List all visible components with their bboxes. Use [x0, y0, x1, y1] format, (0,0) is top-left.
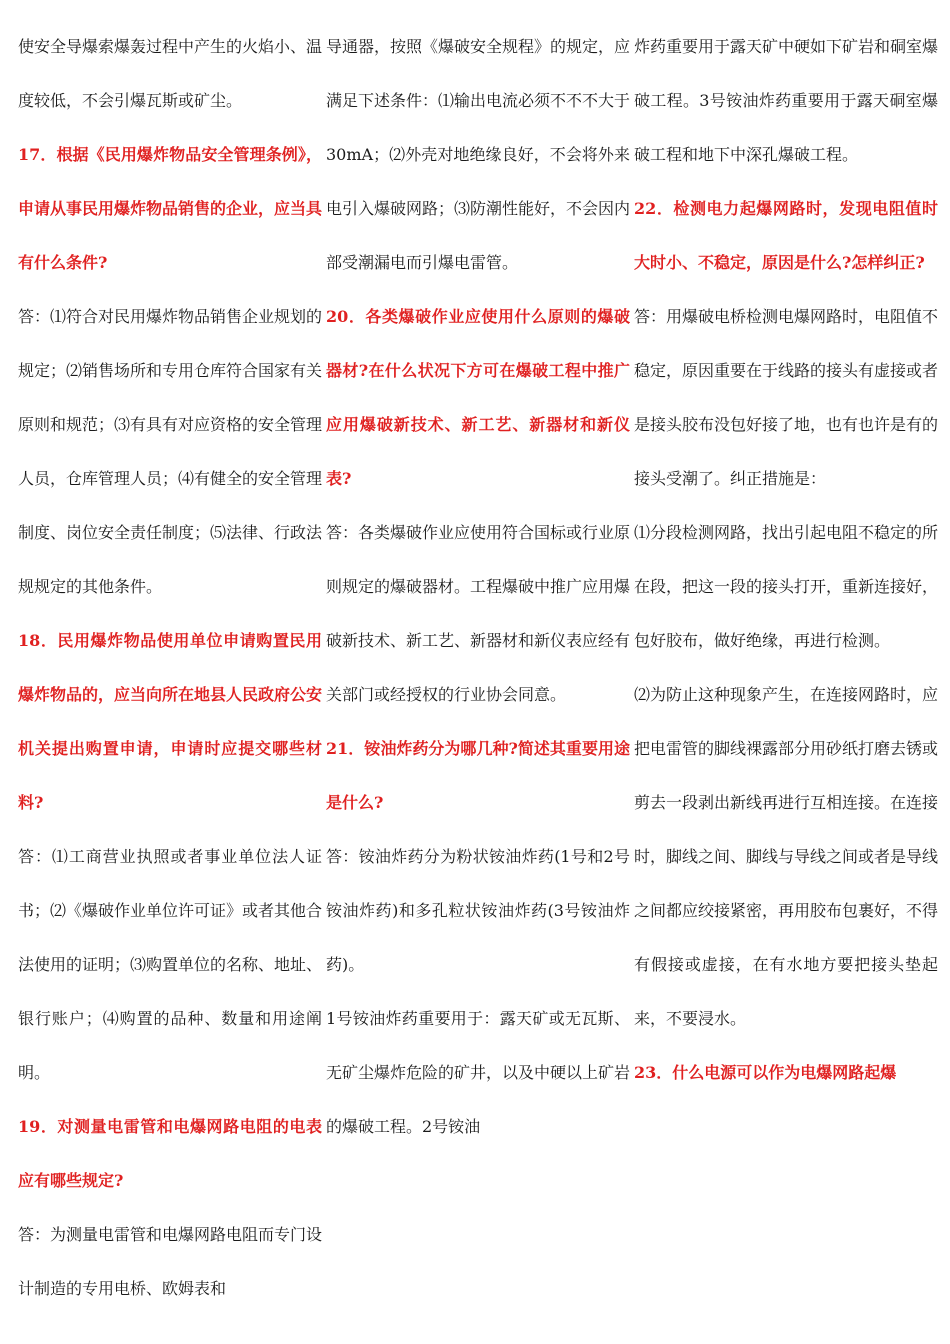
- question-heading: 21．铵油炸药分为哪几种?简述其重要用途是什么?: [326, 739, 630, 812]
- answer-paragraph: ⑴分段检测网路，找出引起电阻不稳定的所在段，把这一段的接头打开，重新连接好，包好胶布，做好绝缘，再进行检测。: [634, 523, 939, 650]
- question-heading: 23．什么电源可以作为电爆网路起爆: [634, 1063, 897, 1082]
- answer-paragraph: 答：铵油炸药分为粉状铵油炸药(1号和2号铵油炸药)和多孔粒状铵油炸药(3号铵油炸药)。: [326, 847, 630, 974]
- question-heading: 19．对测量电雷管和电爆网路电阻的电表应有哪些规定?: [18, 1117, 322, 1190]
- text-column-2: [326, 20, 630, 1344]
- text-column-1: [18, 20, 322, 1344]
- answer-paragraph: 炸药重要用于露天矿中硬如下矿岩和硐室爆破工程。3号铵油炸药重要用于露天硐室爆破工程和地下中深孔爆破工程。: [634, 37, 939, 164]
- answer-paragraph: 1号铵油炸药重要用于：露天矿或无瓦斯、无矿尘爆炸危险的矿井，以及中硬以上矿岩的爆破工程。2号铵油: [326, 1009, 631, 1136]
- text-column-3: [634, 20, 938, 1344]
- answer-paragraph: 答：各类爆破作业应使用符合国标或行业原则规定的爆破器材。工程爆破中推广应用爆破新技术、新工艺、新器材和新仪表应经有关部门或经授权的行业协会同意。: [326, 523, 631, 704]
- question-heading: 20．各类爆破作业应使用什么原则的爆破器材?在什么状况下方可在爆破工程中推广应用爆破新技术、新工艺、新器材和新仪表?: [326, 307, 630, 488]
- answer-paragraph: 答：用爆破电桥检测电爆网路时，电阻值不稳定，原因重要在于线路的接头有虚接或者是接头胶布没包好接了地，也有也许是有的接头受潮了。纠正措施是：: [634, 307, 939, 488]
- question-heading: 22．检测电力起爆网路时，发现电阻值时大时小、不稳定，原因是什么?怎样纠正?: [634, 199, 938, 272]
- question-heading: 18．民用爆炸物品使用单位申请购置民用爆炸物品的，应当向所在地县人民政府公安机关提出购置申请，申请时应提交哪些材料?: [18, 631, 323, 812]
- answer-paragraph: 使安全导爆索爆轰过程中产生的火焰小、温度较低，不会引爆瓦斯或矿尘。: [18, 37, 323, 110]
- answer-paragraph: 答：⑴工商营业执照或者事业单位法人证书；⑵《爆破作业单位许可证》或者其他合法使用的证明；⑶购置单位的名称、地址、银行账户；⑷购置的品种、数量和用途阐明。: [18, 847, 323, 1082]
- answer-paragraph: 导通器，按照《爆破安全规程》的规定，应满足下述条件：⑴输出电流必须不不不大于30mA；⑵外壳对地绝缘良好，不会将外来电引入爆破网路；⑶防潮性能好，不会因内部受潮漏电而引爆电雷管。: [326, 37, 631, 272]
- answer-paragraph: 答：为测量电雷管和电爆网路电阻而专门设计制造的专用电桥、欧姆表和: [18, 1225, 323, 1298]
- answer-paragraph: 答：⑴符合对民用爆炸物品销售企业规划的规定；⑵销售场所和专用仓库符合国家有关原则和规范；⑶有具有对应资格的安全管理人员，仓库管理人员；⑷有健全的安全管理制度、岗位安全责任制度；⑸法律、行政法规规定的其他条件。: [18, 307, 323, 596]
- answer-paragraph: ⑵为防止这种现象产生，在连接网路时，应把电雷管的脚线裸露部分用砂纸打磨去锈或剪去一段剥出新线再进行互相连接。在连接时，脚线之间、脚线与导线之间或者是导线之间都应绞接紧密，再用胶布包裹好，不得有假接或虚接，在有水地方要把接头垫起来，不要浸水。: [634, 685, 939, 1028]
- question-heading: 17．根据《民用爆炸物品安全管理条例》，申请从事民用爆炸物品销售的企业，应当具有什么条件?: [18, 145, 323, 272]
